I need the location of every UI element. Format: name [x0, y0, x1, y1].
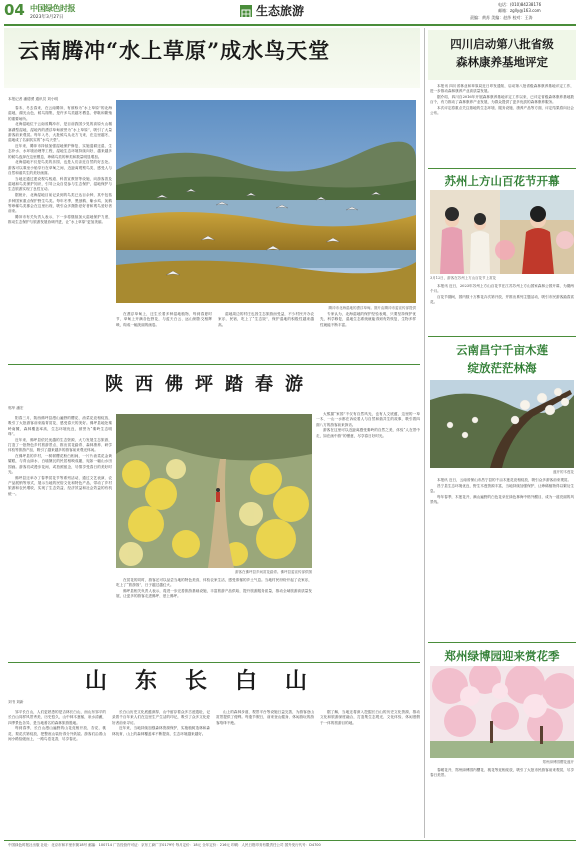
side-paragraph: 春暖花开，郑州绿博园内樱花、桃花等竞相绽放，吸引了大批市民游客前来观赏，尽享春日美景。 [430, 768, 574, 778]
side-story4-photo [430, 666, 574, 758]
lead-headline: 云南腾冲“水上草原”成水鸟天堂 [18, 38, 331, 63]
side-story3-title-line2: 绽放茫茫林海 [467, 361, 537, 375]
lead-paragraph: 在漂浮草甸上，还生长着多种湿地植物，每到春夏时节，草甸上开满各色野花，与蓝天白云、远山倒影交相辉映，构成一幅美丽的画卷。 [116, 312, 212, 327]
lead-photo-caption: 腾冲市北海湿地的漂浮草甸。图片由腾冲市委宣传部提供 [328, 306, 416, 310]
side-story2-body [430, 284, 574, 332]
side-story4-photo-caption: 郑州绿博园樱花盛开 [542, 760, 574, 764]
section-title: 生态旅游 [256, 4, 305, 18]
side-paragraph: 昌宁县生态环境优良，野生木莲资源丰富，当地持续加强保护，让珍稀植物得以繁衍生息。 [430, 483, 574, 494]
lead-paragraph: 北海湿地位于云南省腾冲市，是目前我国少见的高原火山堰塞湖型湿地，湿地内的漂浮草甸被誉为“水上草原”，吸引了大量游客前来观赏。每年入冬，大批候鸟从北方飞来，在这里越冬，湿地成了名副其实的“水鸟天堂”。 [8, 122, 112, 143]
shandong-paragraph: 山上的森林步道、观景平台等设施日益完善，为游客登山赏景提供了便利。每逢节假日，前来登山健身、休闲游玩的游客络绎不绝。 [216, 710, 314, 725]
lead-paragraph: 当地还通过建设观鸟栈道、科普宣教馆等设施，向游客普及湿地和鸟类保护知识，引导公众自觉参与生态保护，湿地保护与生态旅游实现了良性互动。 [8, 176, 112, 192]
editor-line: 责编：黄苏 美编：赵莎 校对：王涛 [470, 15, 533, 20]
sidebar-divider [424, 28, 425, 838]
spring-byline: 郭华 潘宏 [8, 406, 24, 410]
side-paragraph: 本次评定将重点关注基地的生态环境、服务设施、康养产品等方面，评定结果将向社会公布。 [430, 106, 574, 116]
side-story2-photo-caption: 3月12日，游客在苏州上方山百花节上赏花 [430, 276, 497, 280]
side-story2-photo [430, 190, 574, 274]
side-story3-body [430, 478, 574, 638]
side-paragraph: 百花节期间，园内数十万株花卉次第开放，并推出系列主题活动，吸引市民游客踏春赏花。 [430, 295, 574, 305]
side-story1-body [430, 84, 574, 164]
spring-body-middle [116, 578, 312, 656]
shandong-body [8, 710, 420, 838]
lead-body [8, 106, 112, 338]
section-icon [240, 5, 252, 17]
shandong-paragraph: 近年来，当地持续加强森林资源保护，实施植树造林和森林抚育，山上的森林覆盖率不断提高，生态环境越来越好。 [112, 726, 210, 736]
spring-photo-caption: 游客在佛坪县乡间赏花踏青。佛坪县委宣传部供图 [235, 570, 312, 574]
spring-paragraph: 佛坪县相关负责人表示，将进一步完善旅游基础设施，丰富旅游产品供给，提升旅游服务质量，推动全域旅游高质量发展，让更多的游客走进佛坪、爱上佛坪。 [116, 589, 312, 599]
shandong-headline: 山东长白山 [84, 668, 335, 694]
shandong-paragraph: 长白山历史文化底蕴深厚，山中留存着众多古迹遗址，记录着千百年来人们在这里生产生活的印记，吸引了众多文化爱好者前来寻访。 [112, 710, 210, 725]
side-paragraph: 本报讯 四川省林业和草原局近日印发通知，启动第八批省级森林康养基地评定工作，进一步推动森林康养产业高质量发展。 [430, 84, 574, 94]
footer-text: 中国绿色时报社出版 社址：北京市和平里东街18号 邮编：100714 广告经营许可证：京东工商广字0179号 每月定价：18元 全年定价：216元 印刷：人民日报印务有限责任公司 国外发行代号：D4700 [8, 843, 321, 847]
side-story3-photo-caption: 盛开的木莲花 [553, 470, 574, 474]
side-divider [428, 642, 576, 643]
side-story2-headline: 苏州上方山百花节开幕 [444, 174, 560, 188]
side-story3-title-line1: 云南昌宁千亩木莲 [456, 343, 548, 357]
section-divider [8, 364, 420, 365]
shandong-paragraph: 据了解，当地还将深入挖掘长白山的历史文化资源，推动文化和旅游深度融合，打造集生态观光、文化体验、休闲度假于一体的旅游目的地。 [320, 710, 420, 725]
spring-body-left [8, 416, 112, 656]
spring-paragraph: 佛坪县还举办了春季赏花节等系列活动，通过文艺表演、农产品展销等形式，展示当地的民俗文化和特色产品，带动了乡村旅游和农民增收，实现了生态效益、经济效益和社会效益的有机统一。 [8, 475, 112, 496]
side-story1-title-line1: 四川启动第八批省级 [450, 37, 554, 51]
lead-paragraph: 近年来，腾冲市持续加强湿地保护修复，实施退耕还湿、生态补水、水环境治理等工程，湿地生态环境持续向好，越来越多的候鸟选择在这里栖息，珍稀鸟类的种类和数量明显增加。 [8, 144, 112, 159]
spring-paragraph: 游客在这里可以近距离感受秦岭的自然之美，体验“人在景中走，如在画中游”的惬意，尽享春日好时光。 [316, 428, 420, 438]
shandong-byline: 刘书 刘新 [8, 700, 24, 704]
lead-paragraph: 专家认为，北海湿地的保护经验表明，只要坚持保护优先，科学修复，湿地生态系统就能得到有效恢复，生物多样性就能不断丰富。 [320, 312, 416, 327]
side-story1-title-line2: 森林康养基地评定 [456, 55, 548, 69]
lead-photo [116, 100, 416, 303]
side-story3-photo [430, 380, 574, 468]
lead-paragraph: 据统计，北海湿地目前记录到的鸟类已达百余种，其中包括多种国家重点保护野生鸟类。每年冬季，黑颈鹤、紫水鸡、灰鹤等珍稀鸟类都会在这里出现，吸引众多摄影爱好者和观鸟爱好者前来。 [8, 193, 112, 214]
spring-photo [116, 414, 312, 568]
masthead-rule [4, 24, 576, 26]
spring-body-right [316, 412, 420, 656]
side-paragraph: 据介绍，四川自2016年开展森林康养基地评定工作以来，已评定省级森林康养基地数百个，有力推动了森林康养产业发展，为群众提供了更多优质的森林康养服务。 [430, 95, 574, 105]
section-divider [8, 662, 420, 663]
spring-paragraph: 阳春三月，陕西佛坪县漫山遍野的樱花、油菜花竞相绽放，吸引了大批游客前来踏青赏花，感受春天的美好。佛坪县地处秦岭南麓，森林覆盖率高，生态环境优良，被誉为“秦岭生态明珠”。 [8, 416, 112, 436]
spring-headline: 陕西佛坪踏春游 [105, 374, 315, 395]
page-number: 04 [4, 1, 25, 19]
side-story4-body [430, 768, 574, 836]
side-paragraph: 本报讯 近日，2023年苏州上方山百花节在江苏苏州上方山国家森林公园开幕，为期两个月。 [430, 284, 574, 294]
side-divider [428, 168, 576, 169]
side-paragraph: 本报讯 近日，云南省保山市昌宁县的千亩木莲花竞相绽放，吸引众多游客前来观赏。 [437, 478, 572, 482]
side-story1-headline [428, 30, 576, 80]
spring-paragraph: 在赏花的同时，游客还可以品尝当地的特色美食，体验农家生活，感受浓郁的乡土气息。当地村民纷纷开起了农家乐，吃上了“旅游饭”，日子越过越红火。 [116, 578, 312, 588]
lead-byline: 本报记者 潘德勇 通讯员 刘小明 [8, 97, 59, 101]
side-paragraph: 每年春季，木莲花开，满山遍野的白色花朵在绿色林海中格外醒目，成为一道亮丽的风景线。 [430, 494, 574, 505]
date-line: 2023年3月27日 [30, 15, 64, 20]
lead-paragraph: 春末、冬去春来，在云南腾冲，有被称为“水上草原”的北海湿地，湖光山色，候鸟翔集，是许多鸟类越冬栖息、停歇和繁殖的重要场所。 [8, 106, 112, 121]
lead-paragraph: 北海湿地不仅是鸟类的乐园，也是人们亲近自然的好去处。游客可以乘坐小船穿行在草甸之间，近距离观察鸟类，感受人与自然和谐共生的美好画面。 [8, 160, 112, 176]
lead-paragraph: 腾冲市有关负责人表示，下一步将继续加大湿地保护力度，推动生态保护与旅游发展协调并进，让“水上草原”更加美丽。 [8, 214, 112, 225]
lead-paragraph: 湿地周边的村庄也因生态旅游而受益，不少村民开办农家乐、民宿，吃上了“生态饭”，保护湿地的积极性越来越高。 [218, 312, 314, 327]
shandong-paragraph: 邹平长白山，人们更熟悉的是吉林长白山，而山东邹平的长白山同样风景秀美，历史悠久，山中林木葱郁，泉水清澈，四季景色各异，是当地著名的森林旅游胜地。 [8, 710, 106, 725]
side-divider [428, 336, 576, 337]
contact-email: 邮箱：zglly@163.com [498, 8, 541, 13]
side-story4-headline: 郑州绿博园迎来赏花季 [444, 649, 560, 663]
lead-body-lower [116, 312, 416, 362]
spring-paragraph: 近年来，佛坪县依托优越的生态资源，大力发展生态旅游，打造了一批特色乡村旅游景点，推出赏花踏青、森林康养、研学体验等旅游产品，吸引了越来越多的游客前来观光休闲。 [8, 437, 112, 453]
shandong-paragraph: 每到春季，长白山漫山遍野的山花竞相开放，杏花、桃花、梨花次第绽放，把整座山装扮得分外妖娆。游客们沿着山间小路拾级而上，一路鸟语花香，尽享春光。 [8, 726, 106, 741]
spring-paragraph: 在佛坪县的乡村，一树树樱花粉白相间，一片片油菜花金黄耀眼，与青山绿水、白墙黛瓦的民居相映成趣，宛如一幅山水田园画。游客们或漫步花间，或拍照留念，尽情享受春日的美好时光。 [8, 454, 112, 474]
footer-rule [4, 840, 576, 841]
spring-paragraph: 大熊猫“家园”不仅有自然风光，也有人文底蕴，这里的一草一木、一山一水都在诉说着人与自然和谐共生的故事，吸引着四面八方的游客前来探访。 [316, 412, 420, 427]
contact-phone: 电话：(010)84238176 [498, 2, 542, 7]
paper-name: 中国绿色时报 [30, 3, 75, 13]
